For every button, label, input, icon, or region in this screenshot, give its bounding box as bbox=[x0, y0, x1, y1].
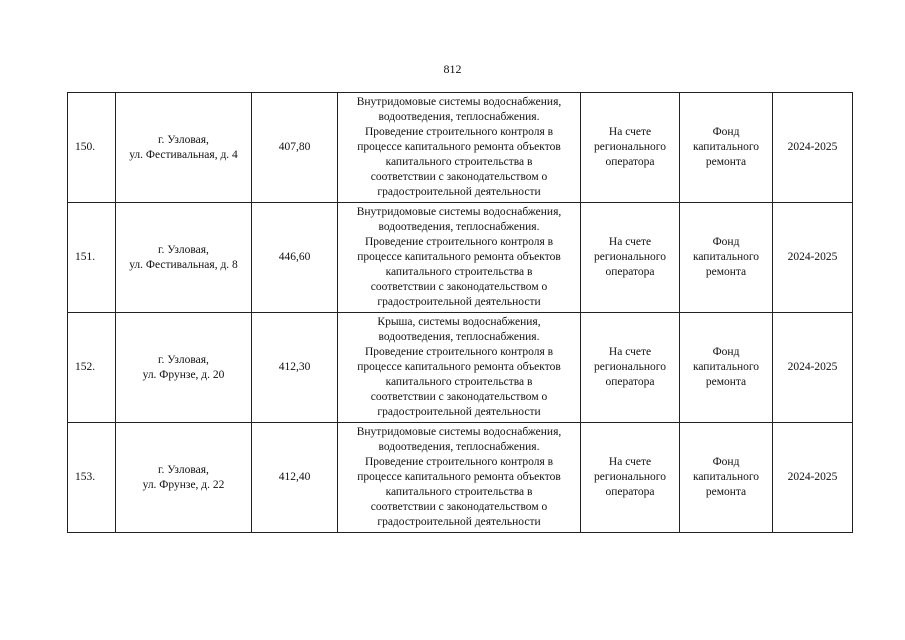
fund-cell bbox=[680, 93, 773, 203]
fund-cell bbox=[680, 423, 773, 533]
cell-text-line: градостроительной деятельности bbox=[377, 406, 541, 418]
cell-text-line: ул. Фрунзе, д. 20 bbox=[142, 368, 225, 381]
cell-text-line: регионального bbox=[594, 141, 666, 153]
cell-text-line: процессе капитального ремонта объектов bbox=[357, 471, 561, 483]
cell-text-line: ремонта bbox=[705, 266, 747, 278]
table-row bbox=[68, 203, 853, 313]
cell-text-line: капитального строительства в bbox=[385, 266, 533, 278]
cell-text-line: Фонд bbox=[712, 236, 740, 248]
cell-text-line: соответствии с законодательством о bbox=[370, 391, 548, 403]
row-number-cell: 152. bbox=[68, 313, 116, 423]
account-cell bbox=[581, 203, 680, 313]
period-cell: 2024-2025 bbox=[773, 423, 853, 533]
works-cell bbox=[338, 423, 581, 533]
fund-cell bbox=[680, 203, 773, 313]
cell-text-line: Внутридомовые системы водоснабжения, bbox=[356, 426, 562, 438]
cell-text-line: соответствии с законодательством о bbox=[370, 171, 548, 183]
cell-text-line: капитального bbox=[692, 361, 760, 373]
cell-text-line: капитального строительства в bbox=[385, 486, 533, 498]
table-row bbox=[68, 93, 853, 203]
cell-text-line: оператора bbox=[605, 376, 655, 388]
table-row bbox=[68, 423, 853, 533]
cell-text-line: ремонта bbox=[705, 376, 747, 388]
cell-text-line: г. Узловая, bbox=[158, 133, 209, 146]
row-number-cell: 150. bbox=[68, 93, 116, 203]
area-cell: 412,30 bbox=[252, 313, 338, 423]
cell-text-line: ремонта bbox=[705, 486, 747, 498]
works-cell bbox=[338, 203, 581, 313]
works-cell bbox=[338, 93, 581, 203]
cell-text-line: Крыша, системы водоснабжения, bbox=[377, 316, 541, 328]
page-number: 812 bbox=[443, 62, 462, 76]
area-cell: 407,80 bbox=[252, 93, 338, 203]
period-cell: 2024-2025 bbox=[773, 203, 853, 313]
area-cell: 412,40 bbox=[252, 423, 338, 533]
cell-text-line: ремонта bbox=[705, 156, 747, 168]
cell-text-line: Проведение строительного контроля в bbox=[364, 346, 554, 358]
account-cell bbox=[581, 93, 680, 203]
cell-text-line: оператора bbox=[605, 266, 655, 278]
cell-text-line: соответствии с законодательством о bbox=[370, 501, 548, 513]
cell-text-line: регионального bbox=[594, 251, 666, 263]
cell-text-line: капитального строительства в bbox=[385, 376, 533, 388]
cell-text-line: градостроительной деятельности bbox=[377, 516, 541, 528]
cell-text-line: процессе капитального ремонта объектов bbox=[357, 141, 561, 153]
cell-text-line: капитального bbox=[692, 141, 760, 153]
table-body bbox=[68, 93, 853, 533]
cell-text-line: водоотведения, теплоснабжения. bbox=[378, 221, 540, 233]
cell-text-line: градостроительной деятельности bbox=[377, 186, 541, 198]
account-cell bbox=[581, 423, 680, 533]
cell-text-line: регионального bbox=[594, 471, 666, 483]
cell-text-line: процессе капитального ремонта объектов bbox=[357, 251, 561, 263]
cell-text-line: капитального bbox=[692, 251, 760, 263]
cell-text-line: капитального bbox=[692, 471, 760, 483]
cell-text-line: водоотведения, теплоснабжения. bbox=[378, 441, 540, 453]
cell-text-line: г. Узловая, bbox=[158, 463, 209, 476]
cell-text-line: соответствии с законодательством о bbox=[370, 281, 548, 293]
cell-text-line: Фонд bbox=[712, 126, 740, 138]
cell-text-line: регионального bbox=[594, 361, 666, 373]
cell-text-line: Фонд bbox=[712, 346, 740, 358]
cell-text-line: ул. Фестивальная, д. 4 bbox=[129, 148, 238, 161]
address-cell bbox=[116, 313, 252, 423]
area-cell: 446,60 bbox=[252, 203, 338, 313]
fund-cell bbox=[680, 313, 773, 423]
cell-text-line: г. Узловая, bbox=[158, 243, 209, 256]
row-number-cell: 153. bbox=[68, 423, 116, 533]
cell-text-line: На счете bbox=[608, 126, 652, 138]
cell-text-line: процессе капитального ремонта объектов bbox=[357, 361, 561, 373]
table-row bbox=[68, 313, 853, 423]
address-cell bbox=[116, 203, 252, 313]
cell-text-line: На счете bbox=[608, 346, 652, 358]
account-cell bbox=[581, 313, 680, 423]
period-cell: 2024-2025 bbox=[773, 93, 853, 203]
cell-text-line: Проведение строительного контроля в bbox=[364, 236, 554, 248]
cell-text-line: оператора bbox=[605, 486, 655, 498]
works-cell bbox=[338, 313, 581, 423]
cell-text-line: градостроительной деятельности bbox=[377, 296, 541, 308]
cell-text-line: На счете bbox=[608, 236, 652, 248]
address-cell bbox=[116, 423, 252, 533]
cell-text-line: Проведение строительного контроля в bbox=[364, 126, 554, 138]
capital-repair-table bbox=[67, 92, 853, 533]
cell-text-line: На счете bbox=[608, 456, 652, 468]
cell-text-line: ул. Фрунзе, д. 22 bbox=[142, 478, 225, 491]
cell-text-line: Внутридомовые системы водоснабжения, bbox=[356, 96, 562, 108]
cell-text-line: г. Узловая, bbox=[158, 353, 209, 366]
cell-text-line: Проведение строительного контроля в bbox=[364, 456, 554, 468]
cell-text-line: водоотведения, теплоснабжения. bbox=[378, 331, 540, 343]
cell-text-line: оператора bbox=[605, 156, 655, 168]
row-number-cell: 151. bbox=[68, 203, 116, 313]
cell-text-line: капитального строительства в bbox=[385, 156, 533, 168]
address-cell bbox=[116, 93, 252, 203]
cell-text-line: водоотведения, теплоснабжения. bbox=[378, 111, 540, 123]
cell-text-line: Фонд bbox=[712, 456, 740, 468]
cell-text-line: Внутридомовые системы водоснабжения, bbox=[356, 206, 562, 218]
period-cell: 2024-2025 bbox=[773, 313, 853, 423]
cell-text-line: ул. Фестивальная, д. 8 bbox=[129, 258, 238, 271]
